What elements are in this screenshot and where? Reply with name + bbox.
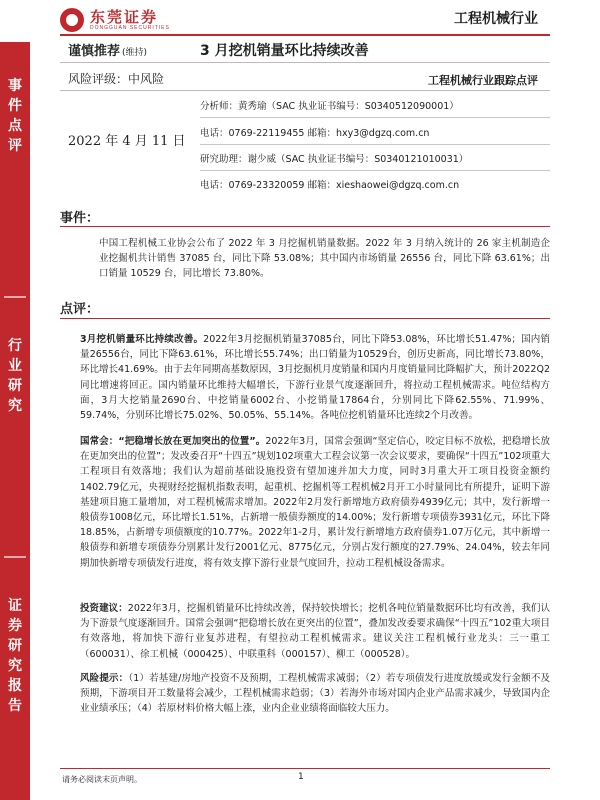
review-paragraph-sales [80,332,550,423]
paragraph-lead: 3月挖机销量环比持续改善。 [80,334,204,345]
page-header [0,0,600,42]
paragraph-body: 2022年3月，国常会强调“坚定信心，咬定目标不放松，把稳增长放在更加突出的位置”；发改委召开“十四五”规划102项重大工程会议第一次会议要求，要确保“十四五”102项重大工程项目有效落地；我们认为超前基础设施投资有望加速并加大力度，同时3月重大开工项目投资金额约1402.79亿元，央视财经挖掘机指数表明，起重机、挖掘机等工程机械2月开工小时量同比有所提升，证明下游基建项目施工量增加，对工程机械需求增加。2022年2月发行新增地方政府债券4939亿元；其中，发行新增一般债券1008亿元，环比增长1.51%，占新增一般债券额度的14.00%；发行新增专项债券3931亿元，环比下降18.85%，占新增专项债额度的10.77%。2022年1-2月，累计发行新增地方政府债券1.07万亿元，其中新增一般债券和新增专项债券分别累计发行2001亿元、8775亿元，分别占发行额度的27.79%、24.04%，较去年同期加快新增专项债发行进度，将有效支撑下游行业景气度回升，拉动工程机械设备需求。 [80,436,550,569]
analyst-contact: 电话：0769-22119455 邮箱：hxy3@dgzq.com.cn [200,128,430,139]
report-title: 3 月挖机销量环比持续改善 [200,43,369,59]
research-assistant: 研究助理：谢少威（SAC 执业证书编号：S0340121010031） [200,154,469,165]
analyst: 分析师：黄秀瑜（SAC 执业证书编号：S0340512090001） [200,101,459,112]
event-heading: 事件： [60,211,100,226]
section-divider [60,318,550,319]
logo-mark-icon [60,8,84,32]
paragraph-body: 2022年3月挖掘机销量37085台，同比下降53.08%，环比增长51.47%；国内销量26556台，同比下降63.61%，环比增长55.74%；出口销量为10529台，创历史新高，同比增长73.80%，环比增长41.69%。由于去年同期高基数原因，3月挖掘机月度销量和国内月度销量同比降幅扩大，预计2022Q2同比增速将回正。国内销量环比维持大幅增长，下游行业景气度逐渐回升，将拉动工程机械需求。吨位结构方面，3月大挖销量2690台、中挖销量6002台、小挖销量17864台，分别同比下降62.55%、71.99%、59.74%，分别环比增长75.02%、50.05%、55.14%。各吨位挖机销量环比连续2个月改善。 [80,334,550,422]
page-number: 1 [298,772,304,782]
review-paragraph-investment-advice [80,601,550,662]
divider [60,90,550,91]
report-date: 2022 年 4 月 11 日 [68,134,186,149]
sidebar-divider [4,556,26,558]
divider [200,117,550,118]
header-divider [60,34,550,36]
review-paragraph-risk [80,671,550,717]
section-divider [60,226,550,227]
paragraph-lead: 风险提示： [80,673,129,684]
sidebar-label-industry-research: 行 业 研 究 [8,338,22,414]
left-sidebar [0,42,30,800]
sidebar-divider [4,296,26,298]
paragraph-body: （1）若基建/房地产投资不及预期，工程机械需求减弱；（2）若专项债发行进度放缓或发行金额不及预期，下游项目开工数量将会减少，工程机械需求趋弱；（3）若海外市场对国内企业产品需求减少，导致国内企业业绩承压；（4）若原材料价格大幅上涨，业内企业业绩将面临较大压力。 [80,673,550,715]
divider [60,62,550,63]
event-paragraph [80,236,550,282]
logo-name: 东莞证券 [90,8,159,26]
event-text: 中国工程机械工业协会公布了 2022 年 3 月挖掘机销量数据。2022 年 3 月纳入统计的 26 家主机制造企业挖掘机共计销售 37085 台，同比下降 53.08%；其中国内市场销量 26556 台，同比下降 63.61%；出口销量 10529 台，同比增长 73.80%。 [99,238,550,280]
company-logo [60,8,170,32]
rating: 谨慎推荐 (维持) [68,44,148,59]
divider [200,144,550,145]
sidebar-label-event-review: 事 件 点 评 [8,78,22,154]
review-heading: 点评： [60,302,100,317]
industry-title: 工程机械行业 [454,11,538,27]
logo-english-name: DONGGUAN SECURITIES [90,25,170,31]
divider [200,170,550,171]
report-series: 工程机械行业跟踪点评 [428,74,538,87]
footer-divider [60,768,550,769]
risk-rating: 风险评级：中风险 [68,72,165,86]
sidebar-label-securities-report: 证 券 研 究 报 告 [8,598,22,714]
disclaimer-note: 请务必阅读末页声明。 [62,775,142,784]
paragraph-lead: 国常会：“把稳增长放在更加突出的位置”。 [80,436,266,447]
rating-note: (维持) [122,48,148,58]
assistant-contact: 电话：0769-23320059 邮箱：xieshaowei@dgzq.com.cn [200,180,460,191]
review-paragraph-state-council [80,434,550,571]
paragraph-body: 2022年3月，挖掘机销量环比持续改善，保持较快增长；挖机各吨位销量数据环比均有改善，我们认为下游景气度逐渐回升。国常会强调“把稳增长放在更突出的位置”，叠加发改委要求确保“十四五”102重大项目有效落地，将加快下游行业复苏进程，有望拉动工程机械需求。建议关注工程机械行业龙头：三一重工（600031）、徐工机械（000425）、中联重科（000157）、柳工（000528）。 [80,603,550,660]
paragraph-lead: 投资建议： [80,603,128,614]
